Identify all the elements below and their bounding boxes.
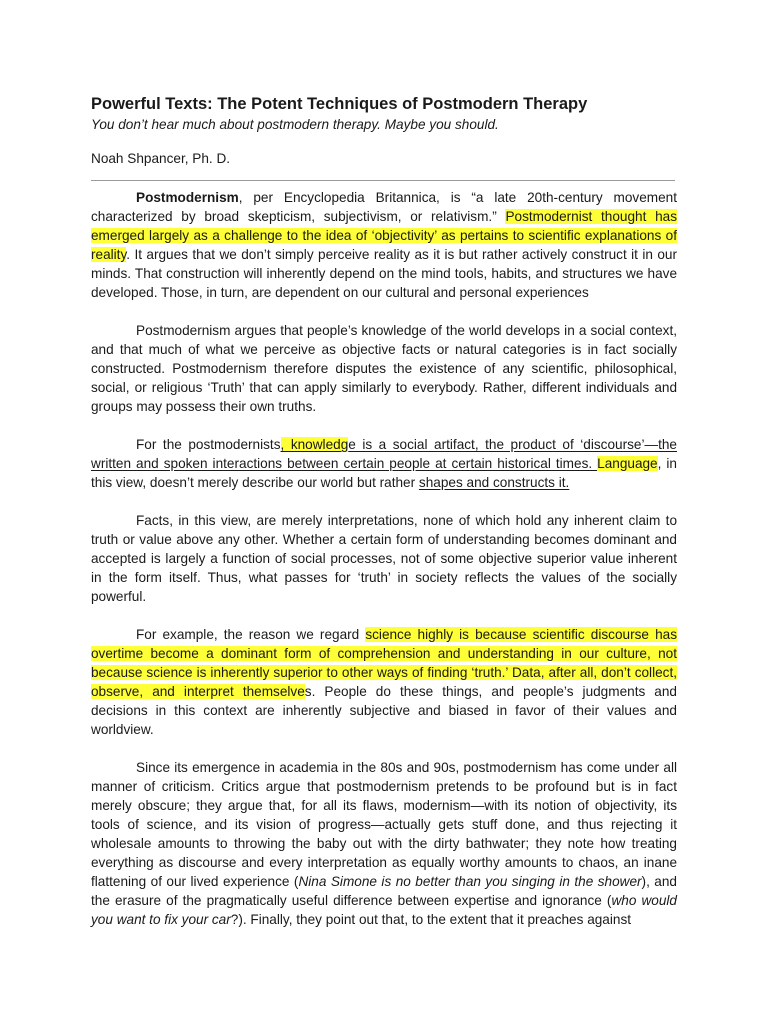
italic-text: who would you want to fix your car: [91, 893, 677, 927]
text-span: For the postmodernists: [136, 437, 281, 452]
paragraph-3: [91, 435, 677, 492]
horizontal-divider: [91, 180, 675, 181]
highlighted-text: Postmodernist thought has emerged largely as a challenge to the idea of ‘objectivity’ as pertains to scientific explanations of reality: [91, 209, 677, 262]
text-span: ?). Finally, they point out that, to the extent that it preaches against: [230, 912, 632, 927]
paragraph-5: [91, 625, 677, 739]
document-subtitle: You don’t hear much about postmodern therapy. Maybe you should.: [91, 117, 499, 132]
text-span: Facts, in this view, are merely interpretations, none of which hold any inherent claim to truth or value above any other. Whether a certain form of understanding becomes dominant and accepted is largely a function of social processes, not of some objective superior value inherent in the form itself. Thus, what passes for ‘truth’ in society reflects the values of the socially powerful.: [91, 513, 677, 604]
underlined-text: e is a social artifact, the product of ‘discourse’—the written and spoken interactions between certain people at certain historical times.: [91, 437, 677, 471]
highlighted-text: Language: [597, 456, 658, 471]
highlighted-underlined-text: , knowledg: [280, 437, 349, 452]
text-span: Postmodernism argues that people’s knowledge of the world develops in a social context, and that much of what we perceive as objective facts or natural categories is in fact socially constructed. Postmodernism therefore disputes the existence of any scientific, philosophical, social, or religious ‘Truth’ that can apply similarly to everybody. Rather, different individuals and groups may possess their own truths.: [91, 323, 677, 414]
underlined-text: shapes and constructs it.: [418, 475, 570, 490]
paragraph-1: [91, 188, 677, 302]
text-span: , per Encyclopedia Britannica, is “a late 20th-century movement characterized by broad skepticism, subjectivism, or relativism.”: [91, 190, 677, 224]
italic-text: Nina Simone is no better than you singing in the shower: [298, 874, 642, 889]
author-name: Noah Shpancer, Ph. D.: [91, 151, 231, 166]
text-span: s. People do these things, and people’s judgments and decisions in this context are inherently subjective and biased in favor of their values and worldview.: [91, 684, 677, 737]
text-span: For example, the reason we regard: [136, 627, 366, 642]
highlighted-text: science highly is because scientific discourse has overtime become a dominant form of comprehension and understanding in our culture, not because science is inherently superior to other ways of finding ‘truth.’ Data, after all, don’t collect, observe, and interpret themselve: [91, 627, 678, 699]
text-span: . It argues that we don’t simply perceive reality as it is but rather actively construct it in our minds. That construction will inherently depend on the mind tools, habits, and structures we have developed. Those, in turn, are dependent on our cultural and personal experiences: [91, 247, 677, 300]
text-span: , in this view, doesn’t merely describe our world but rather: [91, 456, 677, 490]
document-title: Powerful Texts: The Potent Techniques of Postmodern Therapy: [91, 95, 588, 113]
text-span: ), and the erasure of the pragmatically useful difference between expertise and ignorance (: [91, 874, 677, 908]
document-page: [91, 93, 677, 929]
bold-term: Postmodernism: [136, 190, 239, 205]
text-span: Since its emergence in academia in the 80s and 90s, postmodernism has come under all manner of criticism. Critics argue that postmodernism pretends to be profound but is in fact merely obscure; they argue that, for all its flaws, modernism—with its notion of objectivity, its tools of science, and its vision of progress—actually gets stuff done, and thus rejecting it wholesale amounts to throwing the baby out with the dirty bathwater; they note how treating everything as discourse and every interpretation as equally worthy amounts to chaos, an inane flattening of our lived experience (: [91, 760, 677, 889]
paragraph-4: [91, 511, 677, 606]
paragraph-2: [91, 321, 677, 416]
paragraph-6: [91, 758, 677, 929]
